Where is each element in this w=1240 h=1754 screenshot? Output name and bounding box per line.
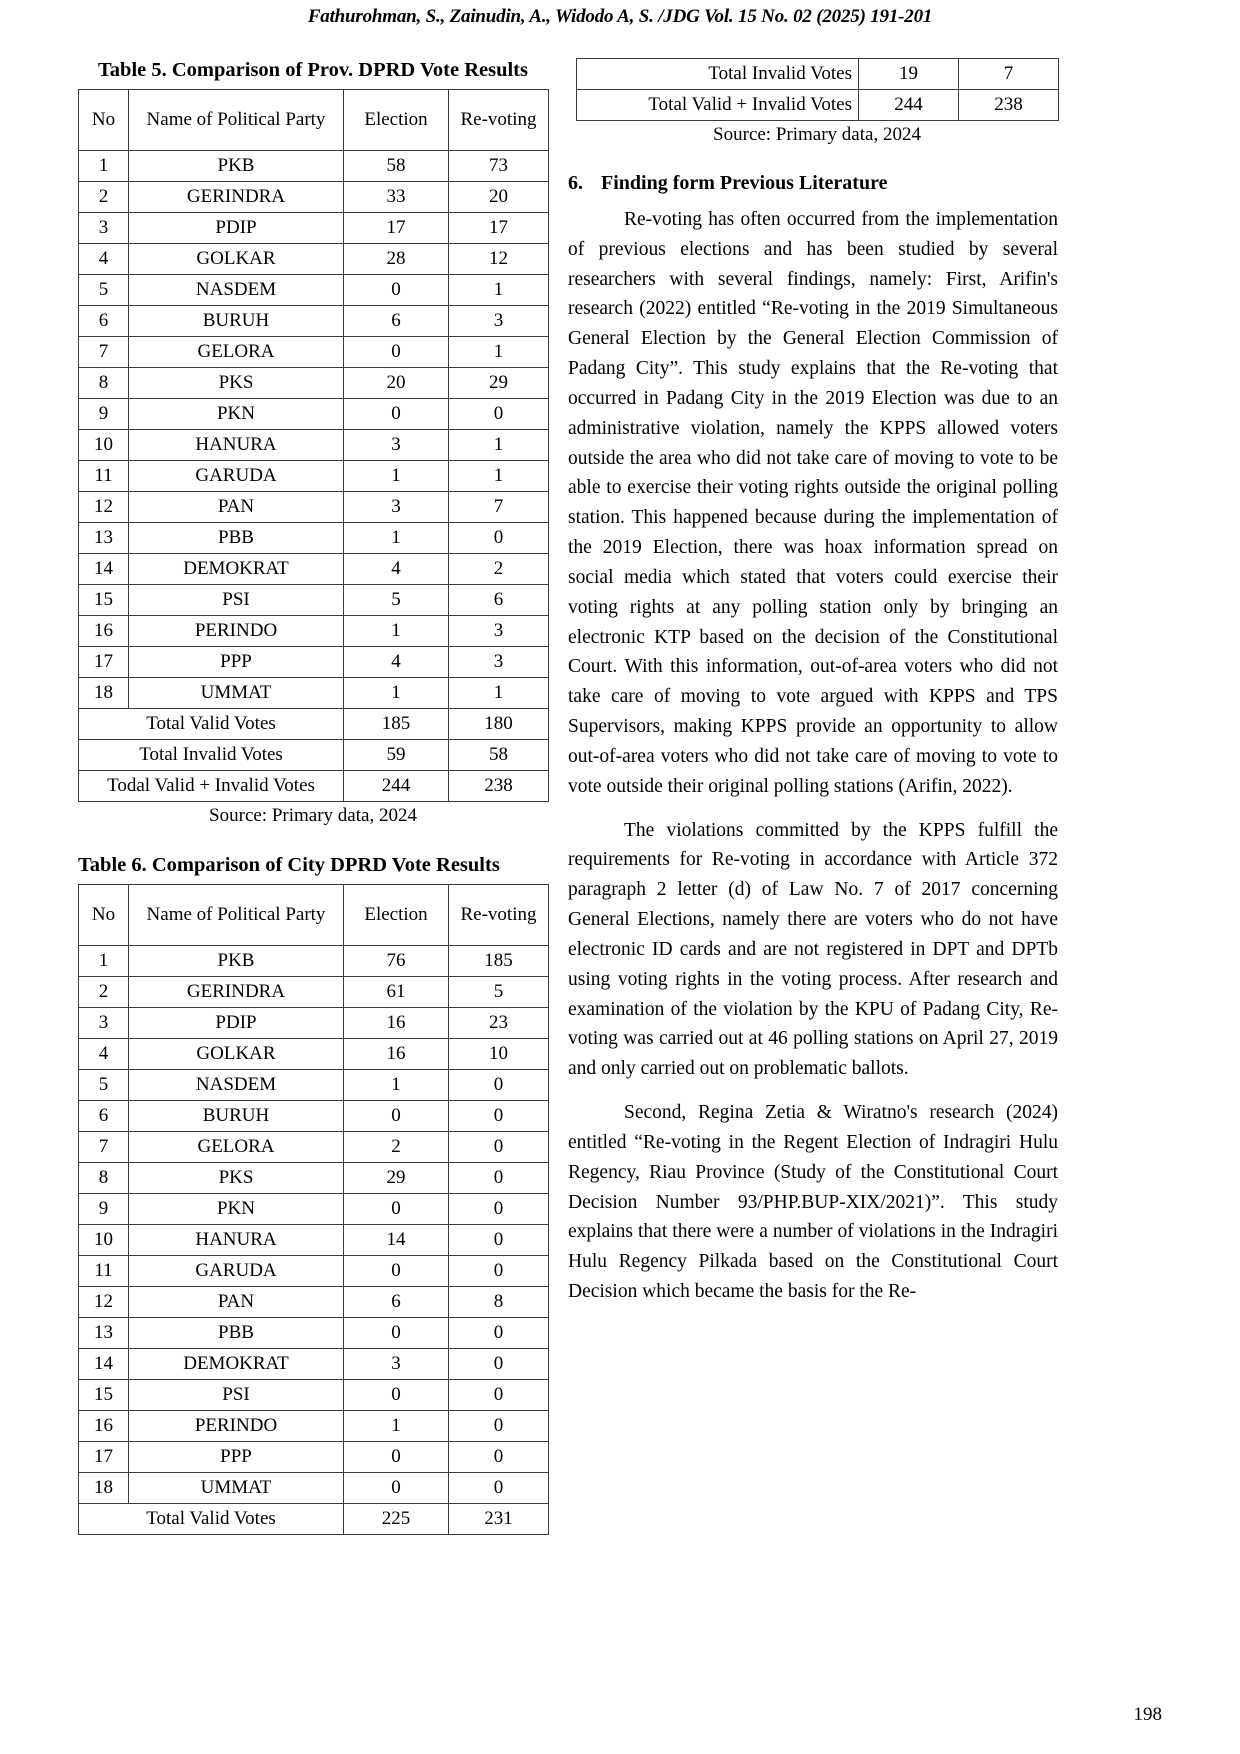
cell-revoting: 10 — [449, 1039, 549, 1070]
cell-revoting: 7 — [449, 492, 549, 523]
summary-election: 59 — [344, 740, 449, 771]
paragraph: Re-voting has often occurred from the implementation of previous elections and has been studied by several researchers with several findings, namely: First, Arifin's research (2022) entitled “Re-voting in the 2019 Simultaneous General Election by the General Election Commission of Padang City”. This study explains that the Re-voting that occurred in Padang City in the 2019 Election was due to an administrative violation, namely the KPPS allowed voters outside the area who did not take care of moving to vote to be able to exercise their voting rights outside the original polling station. This happened because during the implementation of the 2019 Election, there was hoax information spread on social media which stated that voters could exercise their voting rights at any polling station only by bringing an electronic KTP based on the decision of the Constitutional Court. With this information, out-of-area voters who did not take care of moving to vote argued with KPPS and TPS Supervisors, making KPPS provide an opportunity to allow out-of-area voters who did not take care of moving to vote to vote outside their original polling stations (Arifin, 2022). — [568, 209, 1058, 797]
cell-revoting: 23 — [449, 1008, 549, 1039]
cell-no: 5 — [79, 275, 129, 306]
cell-no: 16 — [79, 616, 129, 647]
cell-no: 14 — [79, 554, 129, 585]
summary-label: Total Valid Votes — [79, 1504, 344, 1535]
cell-no: 16 — [79, 1411, 129, 1442]
cell-election: 14 — [344, 1225, 449, 1256]
table-row — [79, 1473, 549, 1504]
table-row — [79, 337, 549, 368]
cell-revoting: 3 — [449, 306, 549, 337]
table-row — [79, 492, 549, 523]
cell-no: 7 — [79, 337, 129, 368]
table6-body — [79, 946, 549, 1535]
mini-table-source-note: Source: Primary data, 2024 — [713, 124, 921, 145]
cell-party: NASDEM — [129, 275, 344, 306]
cell-party: GARUDA — [129, 461, 344, 492]
section-title: Finding form Previous Literature — [601, 172, 888, 194]
table-row — [79, 1070, 549, 1101]
cell-party: PBB — [129, 523, 344, 554]
table-row — [79, 1256, 549, 1287]
table-row — [577, 59, 1059, 90]
table-row — [79, 306, 549, 337]
table-row — [79, 1349, 549, 1380]
table-row — [79, 678, 549, 709]
cell-no: 10 — [79, 1225, 129, 1256]
cell-election: 4 — [344, 554, 449, 585]
cell-no: 10 — [79, 430, 129, 461]
cell-election: 58 — [344, 151, 449, 182]
table-row — [79, 182, 549, 213]
cell-party: HANURA — [129, 1225, 344, 1256]
table-row — [79, 647, 549, 678]
cell-election: 5 — [344, 585, 449, 616]
summary-revoting: 231 — [449, 1504, 549, 1535]
cell-no: 3 — [79, 213, 129, 244]
cell-party: PSI — [129, 585, 344, 616]
cell-party: HANURA — [129, 430, 344, 461]
cell-election: 0 — [344, 1380, 449, 1411]
cell-election: 29 — [344, 1163, 449, 1194]
cell-no: 9 — [79, 1194, 129, 1225]
table-row — [79, 554, 549, 585]
table6-header-party: Name of Political Party — [129, 885, 344, 946]
cell-revoting: 73 — [449, 151, 549, 182]
cell-revoting: 29 — [449, 368, 549, 399]
cell-no: 14 — [79, 1349, 129, 1380]
cell-party: PERINDO — [129, 1411, 344, 1442]
table-row — [79, 213, 549, 244]
cell-revoting: 5 — [449, 977, 549, 1008]
cell-revoting: 0 — [449, 1349, 549, 1380]
summary-election: 244 — [344, 771, 449, 802]
cell-no: 8 — [79, 368, 129, 399]
cell-election: 1 — [344, 1411, 449, 1442]
two-column-body — [0, 58, 1240, 1678]
cell-election: 0 — [344, 1473, 449, 1504]
cell-party: PKN — [129, 399, 344, 430]
table-row — [79, 430, 549, 461]
cell-party: DEMOKRAT — [129, 554, 344, 585]
cell-party: GARUDA — [129, 1256, 344, 1287]
mini-label: Total Invalid Votes — [577, 59, 859, 90]
cell-party: PKS — [129, 1163, 344, 1194]
cell-revoting: 0 — [449, 523, 549, 554]
cell-election: 0 — [344, 1194, 449, 1225]
table6 — [78, 884, 549, 1535]
cell-revoting: 0 — [449, 1163, 549, 1194]
cell-party: BURUH — [129, 1101, 344, 1132]
table-row — [79, 399, 549, 430]
cell-party: GELORA — [129, 1132, 344, 1163]
cell-election: 28 — [344, 244, 449, 275]
table6-summary-row — [79, 1504, 549, 1535]
cell-party: PKB — [129, 946, 344, 977]
cell-election: 3 — [344, 492, 449, 523]
cell-election: 6 — [344, 1287, 449, 1318]
cell-revoting: 2 — [449, 554, 549, 585]
cell-revoting: 0 — [449, 1194, 549, 1225]
table-row — [79, 1194, 549, 1225]
cell-party: PKB — [129, 151, 344, 182]
cell-no: 4 — [79, 244, 129, 275]
table-row — [577, 90, 1059, 121]
cell-revoting: 1 — [449, 461, 549, 492]
cell-party: GELORA — [129, 337, 344, 368]
table-row — [79, 368, 549, 399]
cell-party: GERINDRA — [129, 182, 344, 213]
table6-header-election: Election — [344, 885, 449, 946]
cell-party: DEMOKRAT — [129, 1349, 344, 1380]
cell-no: 1 — [79, 946, 129, 977]
table6-caption: Table 6. Comparison of City DPRD Vote Results — [78, 854, 500, 876]
cell-revoting: 1 — [449, 275, 549, 306]
table-row — [79, 244, 549, 275]
cell-no: 9 — [79, 399, 129, 430]
cell-party: PAN — [129, 1287, 344, 1318]
cell-election: 61 — [344, 977, 449, 1008]
table-row — [79, 1318, 549, 1349]
cell-election: 0 — [344, 1442, 449, 1473]
running-head: Fathurohman, S., Zainudin, A., Widodo A, S. /JDG Vol. 15 No. 02 (2025) 191-201 — [307, 6, 933, 27]
table-row — [79, 523, 549, 554]
cell-no: 11 — [79, 1256, 129, 1287]
cell-revoting: 0 — [449, 1132, 549, 1163]
cell-party: UMMAT — [129, 678, 344, 709]
cell-revoting: 20 — [449, 182, 549, 213]
cell-revoting: 0 — [449, 399, 549, 430]
cell-revoting: 0 — [449, 1070, 549, 1101]
cell-no: 1 — [79, 151, 129, 182]
summary-revoting: 180 — [449, 709, 549, 740]
cell-election: 16 — [344, 1039, 449, 1070]
table5-header-revoting: Re-voting — [449, 90, 549, 151]
mini-table-wrap — [576, 58, 1058, 146]
mini-value-a: 19 — [859, 59, 959, 90]
cell-revoting: 12 — [449, 244, 549, 275]
section-heading — [568, 172, 1058, 195]
cell-revoting: 0 — [449, 1473, 549, 1504]
cell-no: 15 — [79, 1380, 129, 1411]
cell-party: GOLKAR — [129, 244, 344, 275]
table-row — [79, 1132, 549, 1163]
table-row — [79, 946, 549, 977]
cell-revoting: 0 — [449, 1256, 549, 1287]
summary-revoting: 58 — [449, 740, 549, 771]
cell-election: 76 — [344, 946, 449, 977]
mini-value-a: 244 — [859, 90, 959, 121]
table5-header-party: Name of Political Party — [129, 90, 344, 151]
table-row — [79, 1225, 549, 1256]
cell-revoting: 8 — [449, 1287, 549, 1318]
table-row — [79, 461, 549, 492]
summary-revoting: 238 — [449, 771, 549, 802]
cell-no: 7 — [79, 1132, 129, 1163]
cell-election: 0 — [344, 1318, 449, 1349]
cell-no: 13 — [79, 1318, 129, 1349]
cell-no: 17 — [79, 1442, 129, 1473]
table-row — [79, 1442, 549, 1473]
cell-revoting: 0 — [449, 1411, 549, 1442]
cell-party: PDIP — [129, 1008, 344, 1039]
cell-party: NASDEM — [129, 1070, 344, 1101]
cell-party: UMMAT — [129, 1473, 344, 1504]
paragraph: The violations committed by the KPPS fulfill the requirements for Re-voting in accordance with Article 372 paragraph 2 letter (d) of Law No. 7 of 2017 concerning General Elections, namely there are voters who do not have electronic ID cards and are not registered in DPT and DPTb using voting rights in the voting process. After research and examination of the violation by the KPU of Padang City, Re-voting was carried out at 46 polling stations on April 27, 2019 and only carried out on problematic ballots. — [568, 819, 1058, 1080]
right-column — [568, 58, 1058, 1307]
cell-party: PPP — [129, 1442, 344, 1473]
cell-party: PERINDO — [129, 616, 344, 647]
mini-value-b: 7 — [959, 59, 1059, 90]
summary-label: Todal Valid + Invalid Votes — [79, 771, 344, 802]
table-row — [79, 1163, 549, 1194]
table-row — [79, 1008, 549, 1039]
cell-election: 1 — [344, 1070, 449, 1101]
cell-no: 6 — [79, 1101, 129, 1132]
cell-election: 0 — [344, 1101, 449, 1132]
cell-election: 0 — [344, 275, 449, 306]
table5-summary-row — [79, 709, 549, 740]
table5-header-no: No — [79, 90, 129, 151]
cell-revoting: 1 — [449, 337, 549, 368]
cell-revoting: 3 — [449, 647, 549, 678]
mini-value-b: 238 — [959, 90, 1059, 121]
table6-header-no: No — [79, 885, 129, 946]
section-number: 6. — [568, 172, 583, 194]
cell-revoting: 0 — [449, 1442, 549, 1473]
cell-revoting: 3 — [449, 616, 549, 647]
paragraph: Second, Regina Zetia & Wiratno's research (2024) entitled “Re-voting in the Regent Election of Indragiri Hulu Regency, Riau Province (Study of the Constitutional Court Decision Number 93/PHP.BUP-XIX/2021)”. This study explains that there were a number of violations in the Indragiri Hulu Regency Pilkada based on the Constitutional Court Decision which became the basis for the Re- — [568, 1102, 1058, 1302]
table-row — [79, 1380, 549, 1411]
cell-no: 5 — [79, 1070, 129, 1101]
table-row — [79, 1101, 549, 1132]
cell-revoting: 6 — [449, 585, 549, 616]
table-row — [79, 275, 549, 306]
cell-revoting: 1 — [449, 430, 549, 461]
cell-party: PBB — [129, 1318, 344, 1349]
table5-body — [79, 151, 549, 802]
cell-no: 12 — [79, 492, 129, 523]
table5-source-note: Source: Primary data, 2024 — [209, 805, 417, 826]
table-row — [79, 616, 549, 647]
summary-election: 185 — [344, 709, 449, 740]
cell-election: 0 — [344, 1256, 449, 1287]
mini-label: Total Valid + Invalid Votes — [577, 90, 859, 121]
left-column — [78, 58, 548, 1535]
cell-election: 17 — [344, 213, 449, 244]
cell-election: 3 — [344, 1349, 449, 1380]
table5-header-election: Election — [344, 90, 449, 151]
cell-election: 1 — [344, 678, 449, 709]
table-row — [79, 1287, 549, 1318]
cell-election: 1 — [344, 616, 449, 647]
summary-label: Total Valid Votes — [79, 709, 344, 740]
cell-no: 12 — [79, 1287, 129, 1318]
cell-party: GOLKAR — [129, 1039, 344, 1070]
table5-summary-row — [79, 740, 549, 771]
cell-no: 3 — [79, 1008, 129, 1039]
cell-election: 1 — [344, 523, 449, 554]
cell-election: 0 — [344, 399, 449, 430]
cell-revoting: 0 — [449, 1101, 549, 1132]
table5 — [78, 89, 549, 802]
cell-election: 6 — [344, 306, 449, 337]
cell-party: PDIP — [129, 213, 344, 244]
cell-revoting: 185 — [449, 946, 549, 977]
cell-revoting: 0 — [449, 1225, 549, 1256]
page-number: 198 — [1133, 1704, 1162, 1725]
cell-party: PPP — [129, 647, 344, 678]
mini-totals-table — [576, 58, 1059, 121]
cell-revoting: 0 — [449, 1318, 549, 1349]
cell-no: 13 — [79, 523, 129, 554]
table-row — [79, 151, 549, 182]
cell-revoting: 1 — [449, 678, 549, 709]
cell-election: 3 — [344, 430, 449, 461]
summary-label: Total Invalid Votes — [79, 740, 344, 771]
table-row — [79, 585, 549, 616]
cell-no: 6 — [79, 306, 129, 337]
cell-party: PKN — [129, 1194, 344, 1225]
summary-election: 225 — [344, 1504, 449, 1535]
table5-summary-row — [79, 771, 549, 802]
cell-no: 2 — [79, 182, 129, 213]
cell-party: PKS — [129, 368, 344, 399]
table-row — [79, 1411, 549, 1442]
table-row — [79, 977, 549, 1008]
table-row — [79, 1039, 549, 1070]
cell-election: 20 — [344, 368, 449, 399]
cell-no: 4 — [79, 1039, 129, 1070]
cell-revoting: 0 — [449, 1380, 549, 1411]
table6-header-revoting: Re-voting — [449, 885, 549, 946]
cell-election: 16 — [344, 1008, 449, 1039]
cell-no: 18 — [79, 1473, 129, 1504]
cell-election: 4 — [344, 647, 449, 678]
cell-no: 2 — [79, 977, 129, 1008]
cell-party: BURUH — [129, 306, 344, 337]
cell-no: 18 — [79, 678, 129, 709]
cell-party: PAN — [129, 492, 344, 523]
cell-party: PSI — [129, 1380, 344, 1411]
cell-no: 8 — [79, 1163, 129, 1194]
table6-header-row — [79, 885, 549, 946]
cell-no: 17 — [79, 647, 129, 678]
cell-election: 2 — [344, 1132, 449, 1163]
cell-no: 11 — [79, 461, 129, 492]
cell-election: 1 — [344, 461, 449, 492]
cell-no: 15 — [79, 585, 129, 616]
table5-header-row — [79, 90, 549, 151]
table5-caption: Table 5. Comparison of Prov. DPRD Vote Results — [98, 59, 528, 81]
cell-election: 33 — [344, 182, 449, 213]
cell-party: GERINDRA — [129, 977, 344, 1008]
cell-revoting: 17 — [449, 213, 549, 244]
cell-election: 0 — [344, 337, 449, 368]
